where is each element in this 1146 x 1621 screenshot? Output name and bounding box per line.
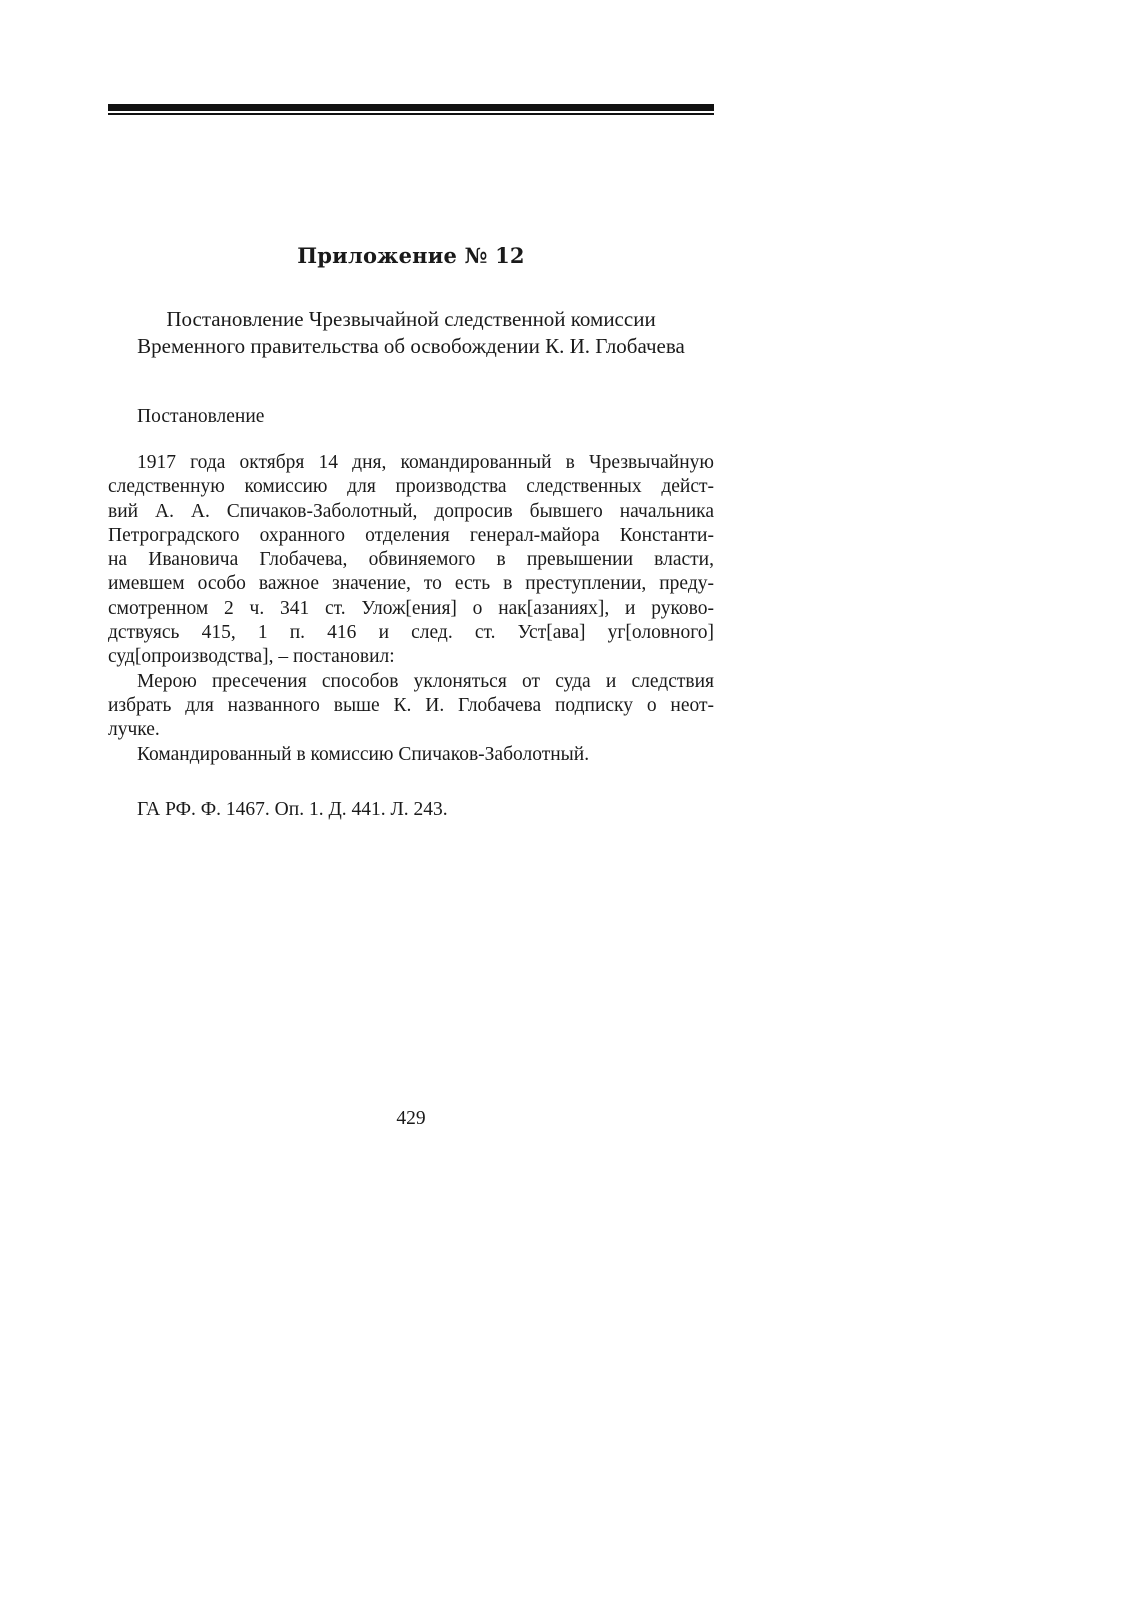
archival-source-reference: ГА РФ. Ф. 1467. Оп. 1. Д. 441. Л. 243. (137, 799, 448, 820)
page-number: 429 (396, 1108, 426, 1129)
paragraph-line: дствуясь 415, 1 п. 416 и след. ст. Уст[ава] уг[оловного] (108, 622, 714, 644)
document-body (108, 451, 714, 767)
signature-line: Командированный в комиссию Спичаков-Заболотный. (137, 743, 590, 765)
paragraph-line: вий А. А. Спичаков-Заболотный, допросив бывшего начальника (108, 500, 714, 522)
paragraph-line: имевшем особо важное значение, то есть в преступлении, преду- (108, 573, 714, 595)
paragraph-line: Мерою пресечения способов уклоняться от суда и следствия (137, 670, 714, 692)
paragraph-line: суд[опроизводства], – постановил: (108, 646, 395, 668)
paragraph-line: избрать для названного выше К. И. Глобачева подписку о неот- (108, 694, 714, 716)
paragraph-line: на Ивановича Глобачева, обвиняемого в превышении власти, (108, 549, 714, 571)
paragraph-line: лучке. (108, 719, 160, 741)
document-label: Постановление (137, 406, 265, 427)
paragraph-line: 1917 года октября 14 дня, командированный в Чрезвычайную (137, 452, 714, 473)
paragraph-line: смотренном 2 ч. 341 ст. Улож[ения] о нак[азаниях], и руково- (108, 597, 714, 619)
document-heading (108, 306, 714, 360)
header-rule-thin (108, 113, 714, 115)
paragraph-line: следственную комиссию для производства следственных дейст- (108, 476, 714, 498)
paragraph-line: Петроградского охранного отделения генерал-майора Константи- (108, 524, 714, 546)
header-rule-thick (108, 104, 714, 111)
appendix-title: Приложение № 12 (297, 243, 525, 268)
document-heading-line: Постановление Чрезвычайной следственной комиссии (166, 307, 656, 331)
document-heading-line: Временного правительства об освобождении К. И. Глобачева (137, 334, 685, 358)
